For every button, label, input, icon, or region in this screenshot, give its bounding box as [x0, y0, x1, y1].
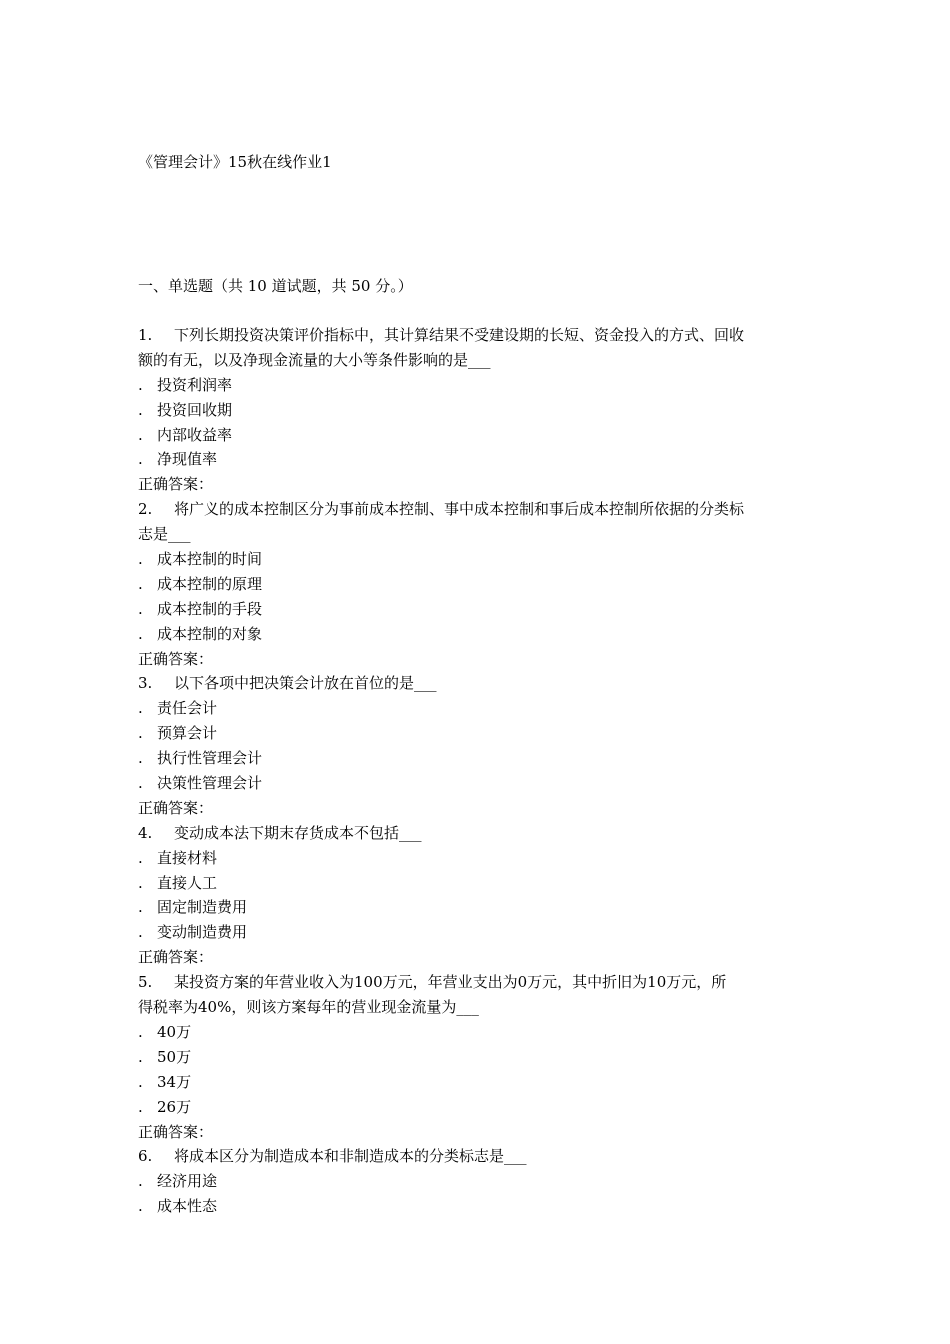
- option-b[interactable]: [138, 721, 818, 746]
- option-text: 经济用途: [157, 1172, 218, 1191]
- option-d[interactable]: [138, 1095, 818, 1120]
- option-c[interactable]: [138, 1070, 818, 1095]
- option-text: 成本性态: [157, 1197, 218, 1216]
- answer-label: 正确答案：: [138, 1122, 214, 1141]
- question-stem: [138, 970, 818, 995]
- option-marker: .: [138, 724, 143, 743]
- option-marker: .: [138, 550, 143, 569]
- option-text: 固定制造费用: [157, 898, 248, 917]
- question-stem: [138, 1144, 818, 1169]
- option-marker: .: [138, 400, 143, 419]
- option-text: 34万: [157, 1072, 192, 1091]
- option-marker: .: [138, 923, 143, 942]
- option-text: 直接人工: [157, 873, 218, 892]
- question-text-line-2: 得税率为40%，则该方案每年的营业现金流量为___: [138, 998, 479, 1017]
- question-number: 3.: [138, 674, 153, 693]
- option-text: 执行性管理会计: [157, 749, 263, 768]
- question-list: [138, 323, 818, 1219]
- option-d[interactable]: [138, 622, 818, 647]
- question-stem: [138, 323, 818, 348]
- option-marker: .: [138, 1097, 143, 1116]
- question-text-line-1: 以下各项中把决策会计放在首位的是___: [174, 674, 437, 693]
- option-marker: .: [138, 774, 143, 793]
- option-marker: .: [138, 848, 143, 867]
- question-text-line-1: 某投资方案的年营业收入为100万元，年营业支出为0万元，其中折旧为10万元，所: [174, 973, 727, 992]
- option-text: 成本控制的对象: [157, 624, 263, 643]
- option-d[interactable]: [138, 771, 818, 796]
- option-text: 净现值率: [157, 450, 218, 469]
- option-text: 成本控制的时间: [157, 550, 263, 569]
- question-text-line-1: 将成本区分为制造成本和非制造成本的分类标志是___: [174, 1147, 527, 1166]
- question-stem: [138, 821, 818, 846]
- answer-label: 正确答案：: [138, 475, 214, 494]
- option-a[interactable]: [138, 547, 818, 572]
- option-text: 预算会计: [157, 724, 218, 743]
- option-c[interactable]: [138, 597, 818, 622]
- option-marker: .: [138, 749, 143, 768]
- option-text: 50万: [157, 1047, 192, 1066]
- option-text: 内部收益率: [157, 425, 233, 444]
- question-4: [138, 821, 818, 970]
- question-number: 6.: [138, 1147, 153, 1166]
- question-6: [138, 1144, 818, 1219]
- question-5: [138, 970, 818, 1144]
- option-marker: .: [138, 1172, 143, 1191]
- option-b[interactable]: [138, 572, 818, 597]
- option-c[interactable]: [138, 895, 818, 920]
- option-marker: .: [138, 699, 143, 718]
- question-number: 5.: [138, 973, 153, 992]
- option-c[interactable]: [138, 746, 818, 771]
- option-text: 决策性管理会计: [157, 774, 263, 793]
- question-text-line-1: 变动成本法下期末存货成本不包括___: [174, 823, 422, 842]
- question-3: [138, 671, 818, 820]
- question-number: 1.: [138, 326, 153, 344]
- option-b[interactable]: [138, 871, 818, 896]
- option-marker: .: [138, 1197, 143, 1216]
- option-text: 责任会计: [157, 699, 218, 718]
- option-marker: .: [138, 1047, 143, 1066]
- answer-label: 正确答案：: [138, 948, 214, 967]
- question-stem: [138, 671, 818, 696]
- question-number: 4.: [138, 823, 153, 842]
- option-text: 直接材料: [157, 848, 218, 867]
- question-text-line-2: 额的有无，以及净现金流量的大小等条件影响的是___: [138, 350, 491, 369]
- option-text: 投资利润率: [157, 375, 233, 394]
- option-marker: .: [138, 574, 143, 593]
- option-marker: .: [138, 450, 143, 469]
- option-d[interactable]: [138, 447, 818, 472]
- option-b[interactable]: [138, 1194, 818, 1219]
- option-text: 40万: [157, 1022, 192, 1041]
- answer-label: 正确答案：: [138, 649, 214, 668]
- document-title: 《管理会计》15秋在线作业1: [138, 153, 332, 171]
- question-text-line-1: 将广义的成本控制区分为事前成本控制、事中成本控制和事后成本控制所依据的分类标: [174, 500, 745, 519]
- option-marker: .: [138, 375, 143, 394]
- question-2: [138, 497, 818, 671]
- question-stem: [138, 497, 818, 522]
- option-a[interactable]: [138, 373, 818, 398]
- option-a[interactable]: [138, 1020, 818, 1045]
- option-marker: .: [138, 624, 143, 643]
- option-marker: .: [138, 599, 143, 618]
- question-1: [138, 323, 818, 497]
- option-marker: .: [138, 1022, 143, 1041]
- option-text: 成本控制的原理: [157, 574, 263, 593]
- option-marker: .: [138, 898, 143, 917]
- option-a[interactable]: [138, 696, 818, 721]
- question-text-line-2: 志是___: [138, 525, 191, 544]
- option-text: 成本控制的手段: [157, 599, 263, 618]
- option-text: 投资回收期: [157, 400, 233, 419]
- option-text: 变动制造费用: [157, 923, 248, 942]
- option-b[interactable]: [138, 1045, 818, 1070]
- option-a[interactable]: [138, 846, 818, 871]
- option-marker: .: [138, 873, 143, 892]
- option-marker: .: [138, 425, 143, 444]
- option-text: 26万: [157, 1097, 192, 1116]
- section-heading: 一、单选题（共 10 道试题，共 50 分。）: [138, 277, 413, 295]
- option-a[interactable]: [138, 1169, 818, 1194]
- option-d[interactable]: [138, 920, 818, 945]
- option-c[interactable]: [138, 423, 818, 448]
- question-number: 2.: [138, 500, 153, 519]
- option-marker: .: [138, 1072, 143, 1091]
- answer-label: 正确答案：: [138, 798, 214, 817]
- option-b[interactable]: [138, 398, 818, 423]
- question-text-line-1: 下列长期投资决策评价指标中，其计算结果不受建设期的长短、资金投入的方式、回收: [174, 326, 745, 344]
